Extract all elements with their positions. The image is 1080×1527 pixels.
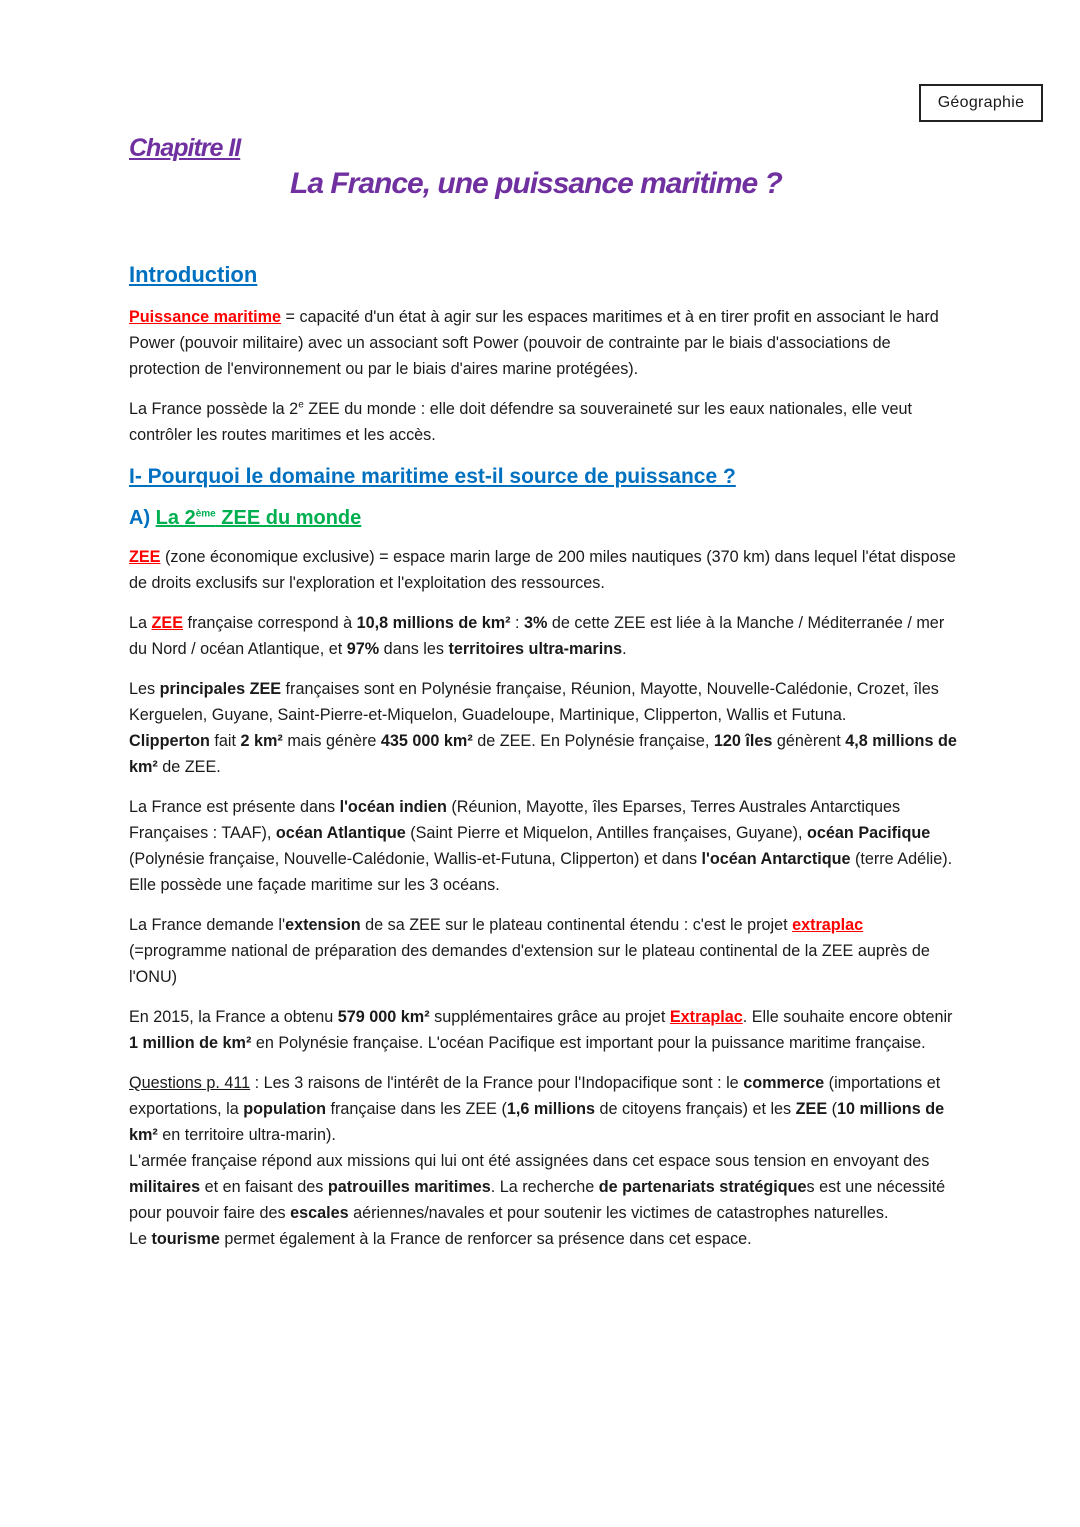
page-title: La France, une puissance maritime ? xyxy=(290,167,782,200)
term-zee: ZEE xyxy=(151,614,183,632)
paragraph-clipperton: Clipperton fait 2 km² mais génère 435 000 km² de ZEE. En Polynésie française, 120 îles génèrent 4,8 millions de km² de ZEE. xyxy=(129,732,957,776)
chapter-label: Chapitre II xyxy=(129,134,241,162)
paragraph-definition-puissance: Puissance maritime = capacité d'un état à agir sur les espaces maritimes et à en tirer profit en associant le hard Power (pouvoir militaire) avec un associant soft Power (pouvoir de contrainte par le biais d'associations de protection de l'environnement ou par le biais d'aires marine protégées). xyxy=(129,308,939,378)
paragraph-armee: L'armée française répond aux missions qui lui ont été assignées dans cet espace sous tension en envoyant des militaires et en faisant des patrouilles maritimes. La recherche de partenariats stratégiques est une nécessité pour pouvoir faire des escales aériennes/navales et pour soutenir les victimes de catastrophes naturelles. xyxy=(129,1152,946,1222)
paragraph-oceans: La France est présente dans l'océan indien (Réunion, Mayotte, îles Eparses, Terres Australes Antarctiques Françaises : TAAF), océan Atlantique (Saint Pierre et Miquelon, Antilles françaises, Guyane), océan Pacifique (Polynésie française, Nouvelle-Calédonie, Wallis-et-Futuna, Clipperton) et dans l'océan Antarctique (terre Adélie). Elle possède une façade maritime sur les 3 océans. xyxy=(129,798,953,894)
paragraph-zee-size: La ZEE française correspond à 10,8 millions de km² : 3% de cette ZEE est liée à la Manche / Méditerranée / mer du Nord / océan Atlantique, et 97% dans les territoires ultra-marins. xyxy=(129,614,945,658)
heading-introduction: Introduction xyxy=(129,262,258,287)
paragraph-zee-definition: ZEE (zone économique exclusive) = espace marin large de 200 miles nautiques (370 km) dans lequel l'état dispose de droits exclusifs sur l'exploration et l'exploitation des ressources. xyxy=(129,548,956,592)
term-puissance-maritime: Puissance maritime xyxy=(129,308,282,326)
heading-section-1: I- Pourquoi le domaine maritime est-il source de puissance ? xyxy=(129,465,736,488)
paragraph-questions: Questions p. 411 : Les 3 raisons de l'intérêt de la France pour l'Indopacifique sont : le commerce (importations et exportations, la population française dans les ZEE (1,6 millions de citoyens français) et les ZEE (10 millions de km² en territoire ultra-marin). xyxy=(129,1074,945,1144)
term-extraplac: Extraplac xyxy=(669,1008,743,1026)
paragraph-2015: En 2015, la France a obtenu 579 000 km² supplémentaires grâce au projet Extraplac. Elle souhaite encore obtenir 1 million de km² en Polynésie française. L'océan Pacifique est important pour la puissance maritime française. xyxy=(129,1008,953,1052)
paragraph-principal-zee: Les principales ZEE françaises sont en Polynésie française, Réunion, Mayotte, Nouvelle-Calédonie, Crozet, îles Kerguelen, Guyane, Saint-Pierre-et-Miquelon, Guadeloupe, Martinique, Clipperton, Wallis et Futuna. xyxy=(129,680,939,724)
term-zee: ZEE xyxy=(129,548,161,566)
paragraph-zee-rank: La France possède la 2e ZEE du monde : elle doit défendre sa souveraineté sur les eaux nationales, elle veut contrôler les routes maritimes et les accès. xyxy=(129,399,913,444)
paragraph-tourisme: Le tourisme permet également à la France de renforcer sa présence dans cet espace. xyxy=(129,1230,752,1248)
subject-label: Géographie xyxy=(919,84,1043,122)
document-body xyxy=(129,260,959,1252)
paragraph-extraplac: La France demande l'extension de sa ZEE sur le plateau continental étendu : c'est le projet extraplac (=programme national de préparation des demandes d'extension sur le plateau continental de la ZEE auprès de l'ONU) xyxy=(129,916,930,986)
questions-reference: Questions p. 411 xyxy=(129,1074,251,1092)
term-extraplac: extraplac xyxy=(792,916,864,934)
heading-subsection-a: A) La 2ème ZEE du monde xyxy=(129,507,362,529)
